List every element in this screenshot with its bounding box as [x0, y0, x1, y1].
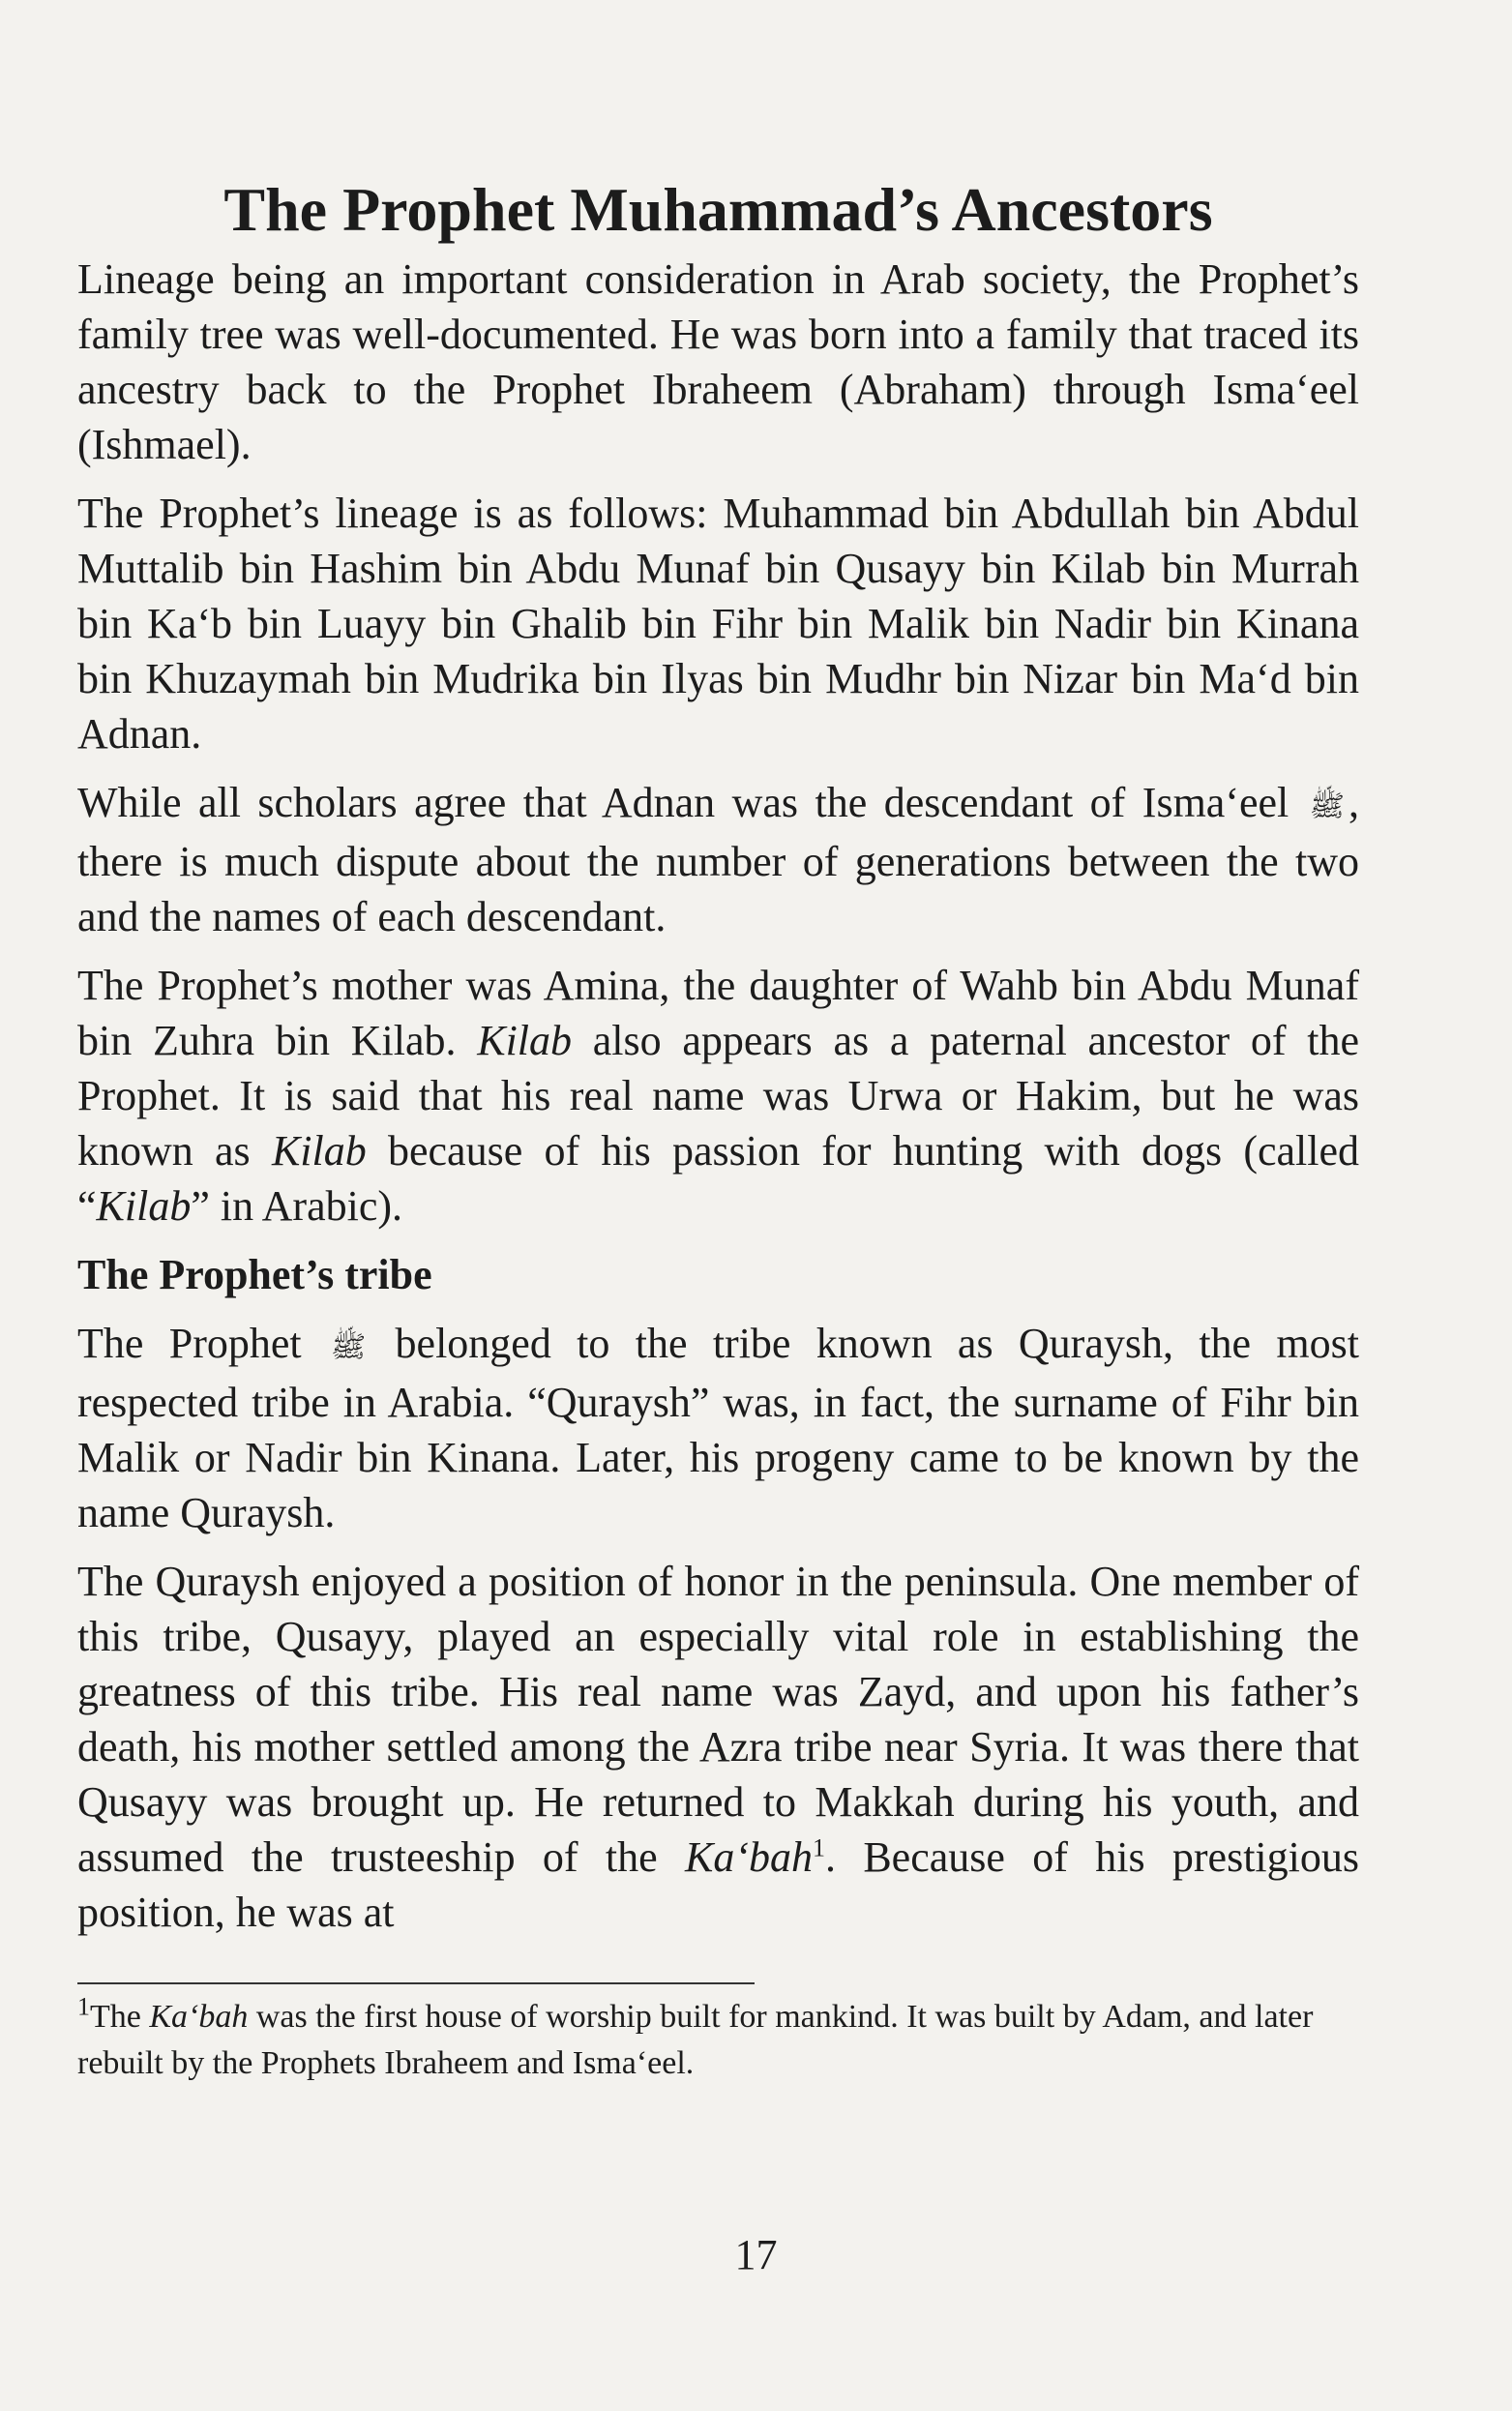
- paragraph-text: The Prophet’s lineage is as follows: Muhammad bin Abdullah bin Abdul Muttalib bin Hashim bin Abdu Munaf bin Qusayy bin Kilab bin Murrah bin Ka‘b bin Luayy bin Ghalib bin Fihr bin Malik bin Nadir bin Kinana bin Khuzaymah bin Mudrika bin Ilyas bin Mudhr bin Nizar bin Ma‘d bin Adnan.: [77, 489, 1359, 758]
- honorific-glyph: ﷺ: [330, 1331, 367, 1364]
- paragraph-text: . Because of his prestigious position, he was at: [77, 1833, 1359, 1937]
- paragraph-mother: [77, 958, 1359, 1234]
- honorific-glyph: ﷺ: [1309, 790, 1345, 822]
- paragraph-text: The Quraysh enjoyed a position of honor in the peninsula. One member of this tribe, Qusayy, played an especially vital role in establishing the greatness of this tribe. His real name was Zayd, and upon his father’s death, his mother settled among the Azra tribe near Syria. It was there that Qusayy was brought up. He returned to Makkah during his youth, and assumed the trusteeship of the: [77, 1558, 1359, 1882]
- paragraph-text: While all scholars agree that Adnan was the descendant of Isma‘eel: [77, 778, 1306, 826]
- paragraph-adnan: [77, 775, 1359, 944]
- paragraph-text: ” in Arabic).: [191, 1182, 403, 1230]
- section-heading: The Prophet’s tribe: [77, 1251, 432, 1298]
- italic-term: Ka‘bah: [684, 1833, 813, 1882]
- paragraph-text: also appears as a paternal ancestor of the Prophet. It is said that his real name was Urwa or Hakim, but he was known as: [77, 1017, 1360, 1175]
- footnote-text: was the first house of worship built for mankind. It was built by Adam, and later rebuilt by the Prophets Ibraheem and Isma‘eel.: [77, 1999, 1314, 2082]
- footnote-divider: [77, 1982, 755, 1984]
- footnote-marker: 1: [77, 1993, 90, 2022]
- paragraph-text: belonged to the tribe known as Quraysh, the most respected tribe in Arabia. “Quraysh” was, in fact, the surname of Fihr bin Malik or Nadir bin Kinana. Later, his progeny came to be known by the name Quraysh.: [77, 1320, 1359, 1537]
- footnote-text: The: [90, 1999, 150, 2036]
- book-page: [77, 174, 1359, 2087]
- italic-term: Ka‘bah: [149, 1999, 249, 2036]
- paragraph-text: The Prophet: [77, 1320, 327, 1367]
- page-number: 17: [734, 2231, 778, 2278]
- paragraph-lineage-list: [77, 486, 1359, 761]
- paragraph-lineage-intro: [77, 252, 1359, 472]
- page-title: The Prophet Muhammad’s Ancestors: [223, 175, 1213, 244]
- paragraph-text: because of his passion for hunting with dogs (called “: [77, 1127, 1360, 1230]
- paragraph-tribe: [77, 1316, 1359, 1540]
- italic-term: Kilab: [271, 1127, 367, 1175]
- footnote: [77, 1994, 1359, 2087]
- italic-term: Kilab: [477, 1017, 573, 1064]
- paragraph-text: Lineage being an important consideration in Arab society, the Prophet’s family tree was well-documented. He was born into a family that traced its ancestry back to the Prophet Ibraheem (Abraham) through Isma‘eel (Ishmael).: [77, 254, 1359, 468]
- paragraph-text: , there is much dispute about the number of generations between the two and the names of each descendant.: [77, 778, 1359, 940]
- footnote-reference: 1: [812, 1833, 825, 1862]
- paragraph-text: The Prophet’s mother was Amina, the daughter of Wahb bin Abdu Munaf bin Zuhra bin Kilab.: [77, 962, 1359, 1064]
- paragraph-qusayy: [77, 1554, 1359, 1940]
- italic-term: Kilab: [96, 1182, 192, 1230]
